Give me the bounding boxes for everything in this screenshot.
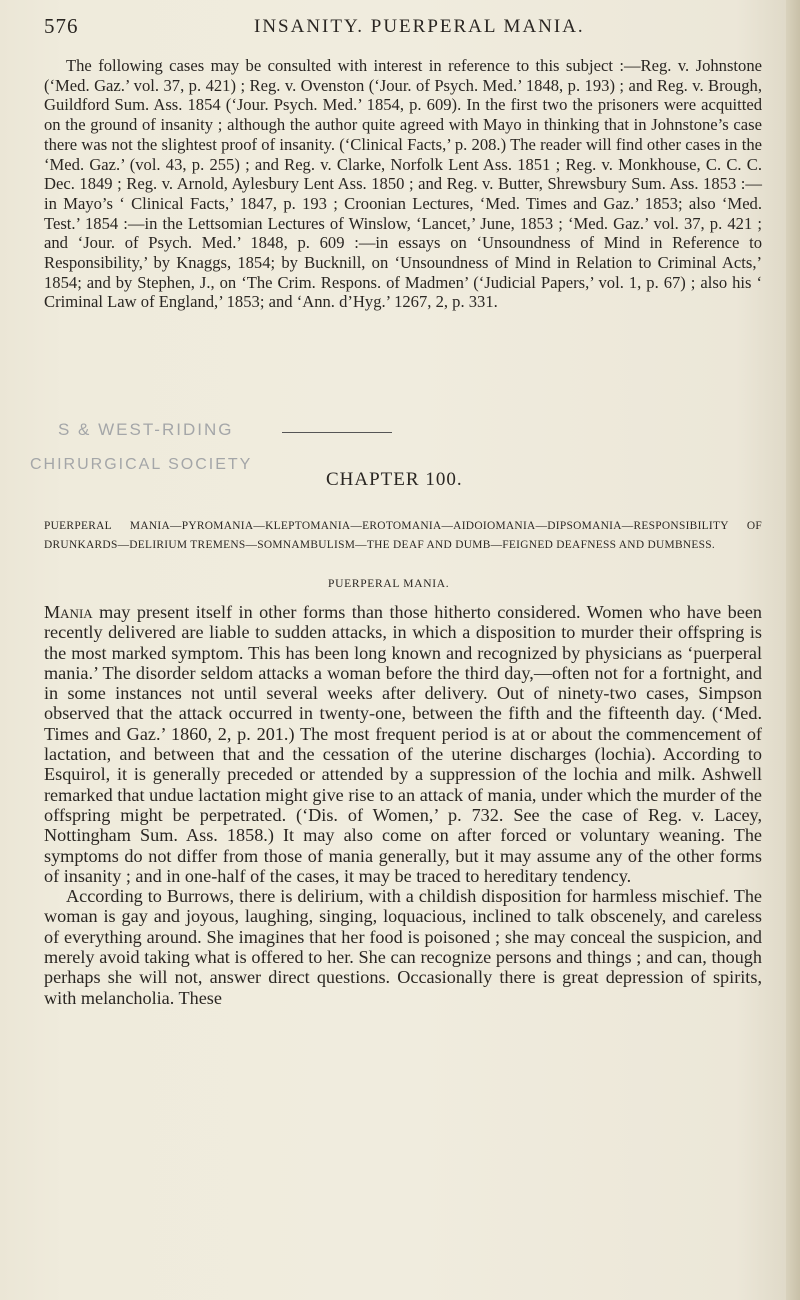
intro-paragraph: The following cases may be consulted with interest in reference to this subject :—Reg. v. Johnstone (‘Med. Gaz.’ vol. 37, p. 421) ; Reg. v. Ovenston (‘Jour. of Psych. Med.’ 1848, p. 193) ; and Reg. v. Brough, Guildford Sum. Ass. 1854 (‘Jour. Psych. Med.’ 1854, p. 609). In the first two the prisoners were acquitted on the ground of insanity ; although the author quite agreed with Mayo in thinking that in Johnstone’s case there was not the slightest proof of insanity. (‘Clinical Facts,’ p. 208.) The reader will find other cases in the ‘Med. Gaz.’ (vol. 43, p. 255) ; and Reg. v. Clarke, Norfolk Lent Ass. 1851 ; Reg. v. Monkhouse, C. C. C. Dec. 1849 ; Reg. v. Arnold, Aylesbury Lent Ass. 1850 ; and Reg. v. Butter, Shrewsbury Sum. Ass. 1853 :—in Mayo’s ‘ Clinical Facts,’ 1847, p. 193 ; Croonian Lectures, ‘Med. Times and Gaz.’ 1853; also ‘Med. Test.’ 1854 :—in the Lettsomian Lectures of Winslow, ‘Lancet,’ June, 1853 ; ‘Med. Gaz.’ vol. 37, p. 421 ; and ‘Jour. of Psych. Med.’ 1848, p. 609 :—in essays on ‘Unsoundness of Mind in Reference to Responsibility,’ by Knaggs, 1854; by Bucknill, on ‘Unsoundness of Mind in Relation to Criminal Acts,’ 1854; and by Stephen, J., on ‘The Crim. Respons. of Madmen’ (‘Judicial Papers,’ vol. 1, p. 67) ; also his ‘ Criminal Law of England,’ 1853; and ‘Ann. d’Hyg.’ 1267, 2, p. 331. [44, 56, 762, 312]
running-head: INSANITY. PUERPERAL MANIA. [254, 16, 585, 37]
library-stamp [30, 420, 350, 490]
stamp-line-2: CHIRURGICAL SOCIETY [30, 456, 253, 473]
page-edge [786, 0, 800, 1300]
page-header [44, 14, 764, 44]
chapter-title: CHAPTER 100. [326, 469, 463, 490]
paragraph-1-text: may present itself in other forms than those hitherto considered. Women who have been recently delivered are liable to sudden attacks, in which a disposition to murder their offspring is the most marked symptom. This has been long known and recognized by physicians as ‘puerperal mania.’ The disorder seldom attacks a woman before the third day,—often not for a fortnight, and in some instances not until several weeks after delivery. Out of ninety-two cases, Simpson observed that the attack occurred in twenty-one, between the fifth and the fifteenth day. (‘Med. Times and Gaz.’ 1860, 2, p. 201.) The most frequent period is at or about the commencement of lactation, and between that and the cessation of the uterine discharges (lochia). According to Esquirol, it is generally preceded or attended by a suppression of the lochia and milk. Ashwell remarked that undue lactation might give rise to an attack of mania, under which the murder of the offspring might be perpetrated. (‘Dis. of Women,’ p. 732. See the case of Reg. v. Lacey, Nottingham Sum. Ass. 1858.) It may also come on after forced or voluntary weaning. The symptoms do not differ from those of mania generally, but it may assume any of the other forms of insanity ; and in one-half of the cases, it may be traced to hereditary tendency. [44, 602, 762, 886]
stamp-rule [282, 432, 392, 433]
section-heading: PUERPERAL MANIA. [328, 578, 450, 590]
paragraph-lead-word: Mania [44, 602, 93, 622]
page-number: 576 [44, 14, 79, 38]
stamp-line-1: S & WEST-RIDING [58, 420, 234, 439]
section-paragraph-2: According to Burrows, there is delirium, with a childish disposition for harmless mischief. The woman is gay and joyous, laughing, singing, loquacious, inclined to talk obscenely, and careless of everything around. She imagines that her food is poisoned ; she may conceal the suspicion, and merely avoid taking what is offered to her. She can recognize persons and things ; and can, though perhaps she will not, answer direct questions. Occasionally there is great depression of spirits, with melancholia. These [44, 886, 762, 1008]
section-paragraph-1 [44, 602, 762, 886]
intro-text-block [44, 56, 762, 312]
section-text-block [44, 602, 762, 1008]
chapter-subtitle: PUERPERAL MANIA—PYROMANIA—KLEPTOMANIA—EROTOMANIA—AIDOIOMANIA—DIPSOMANIA—RESPONSIBILITY OF DRUNKARDS—DELIRIUM TREMENS—SOMNAMBULISM—THE DEAF AND DUMB—FEIGNED DEAFNESS AND DUMBNESS. [44, 520, 762, 551]
